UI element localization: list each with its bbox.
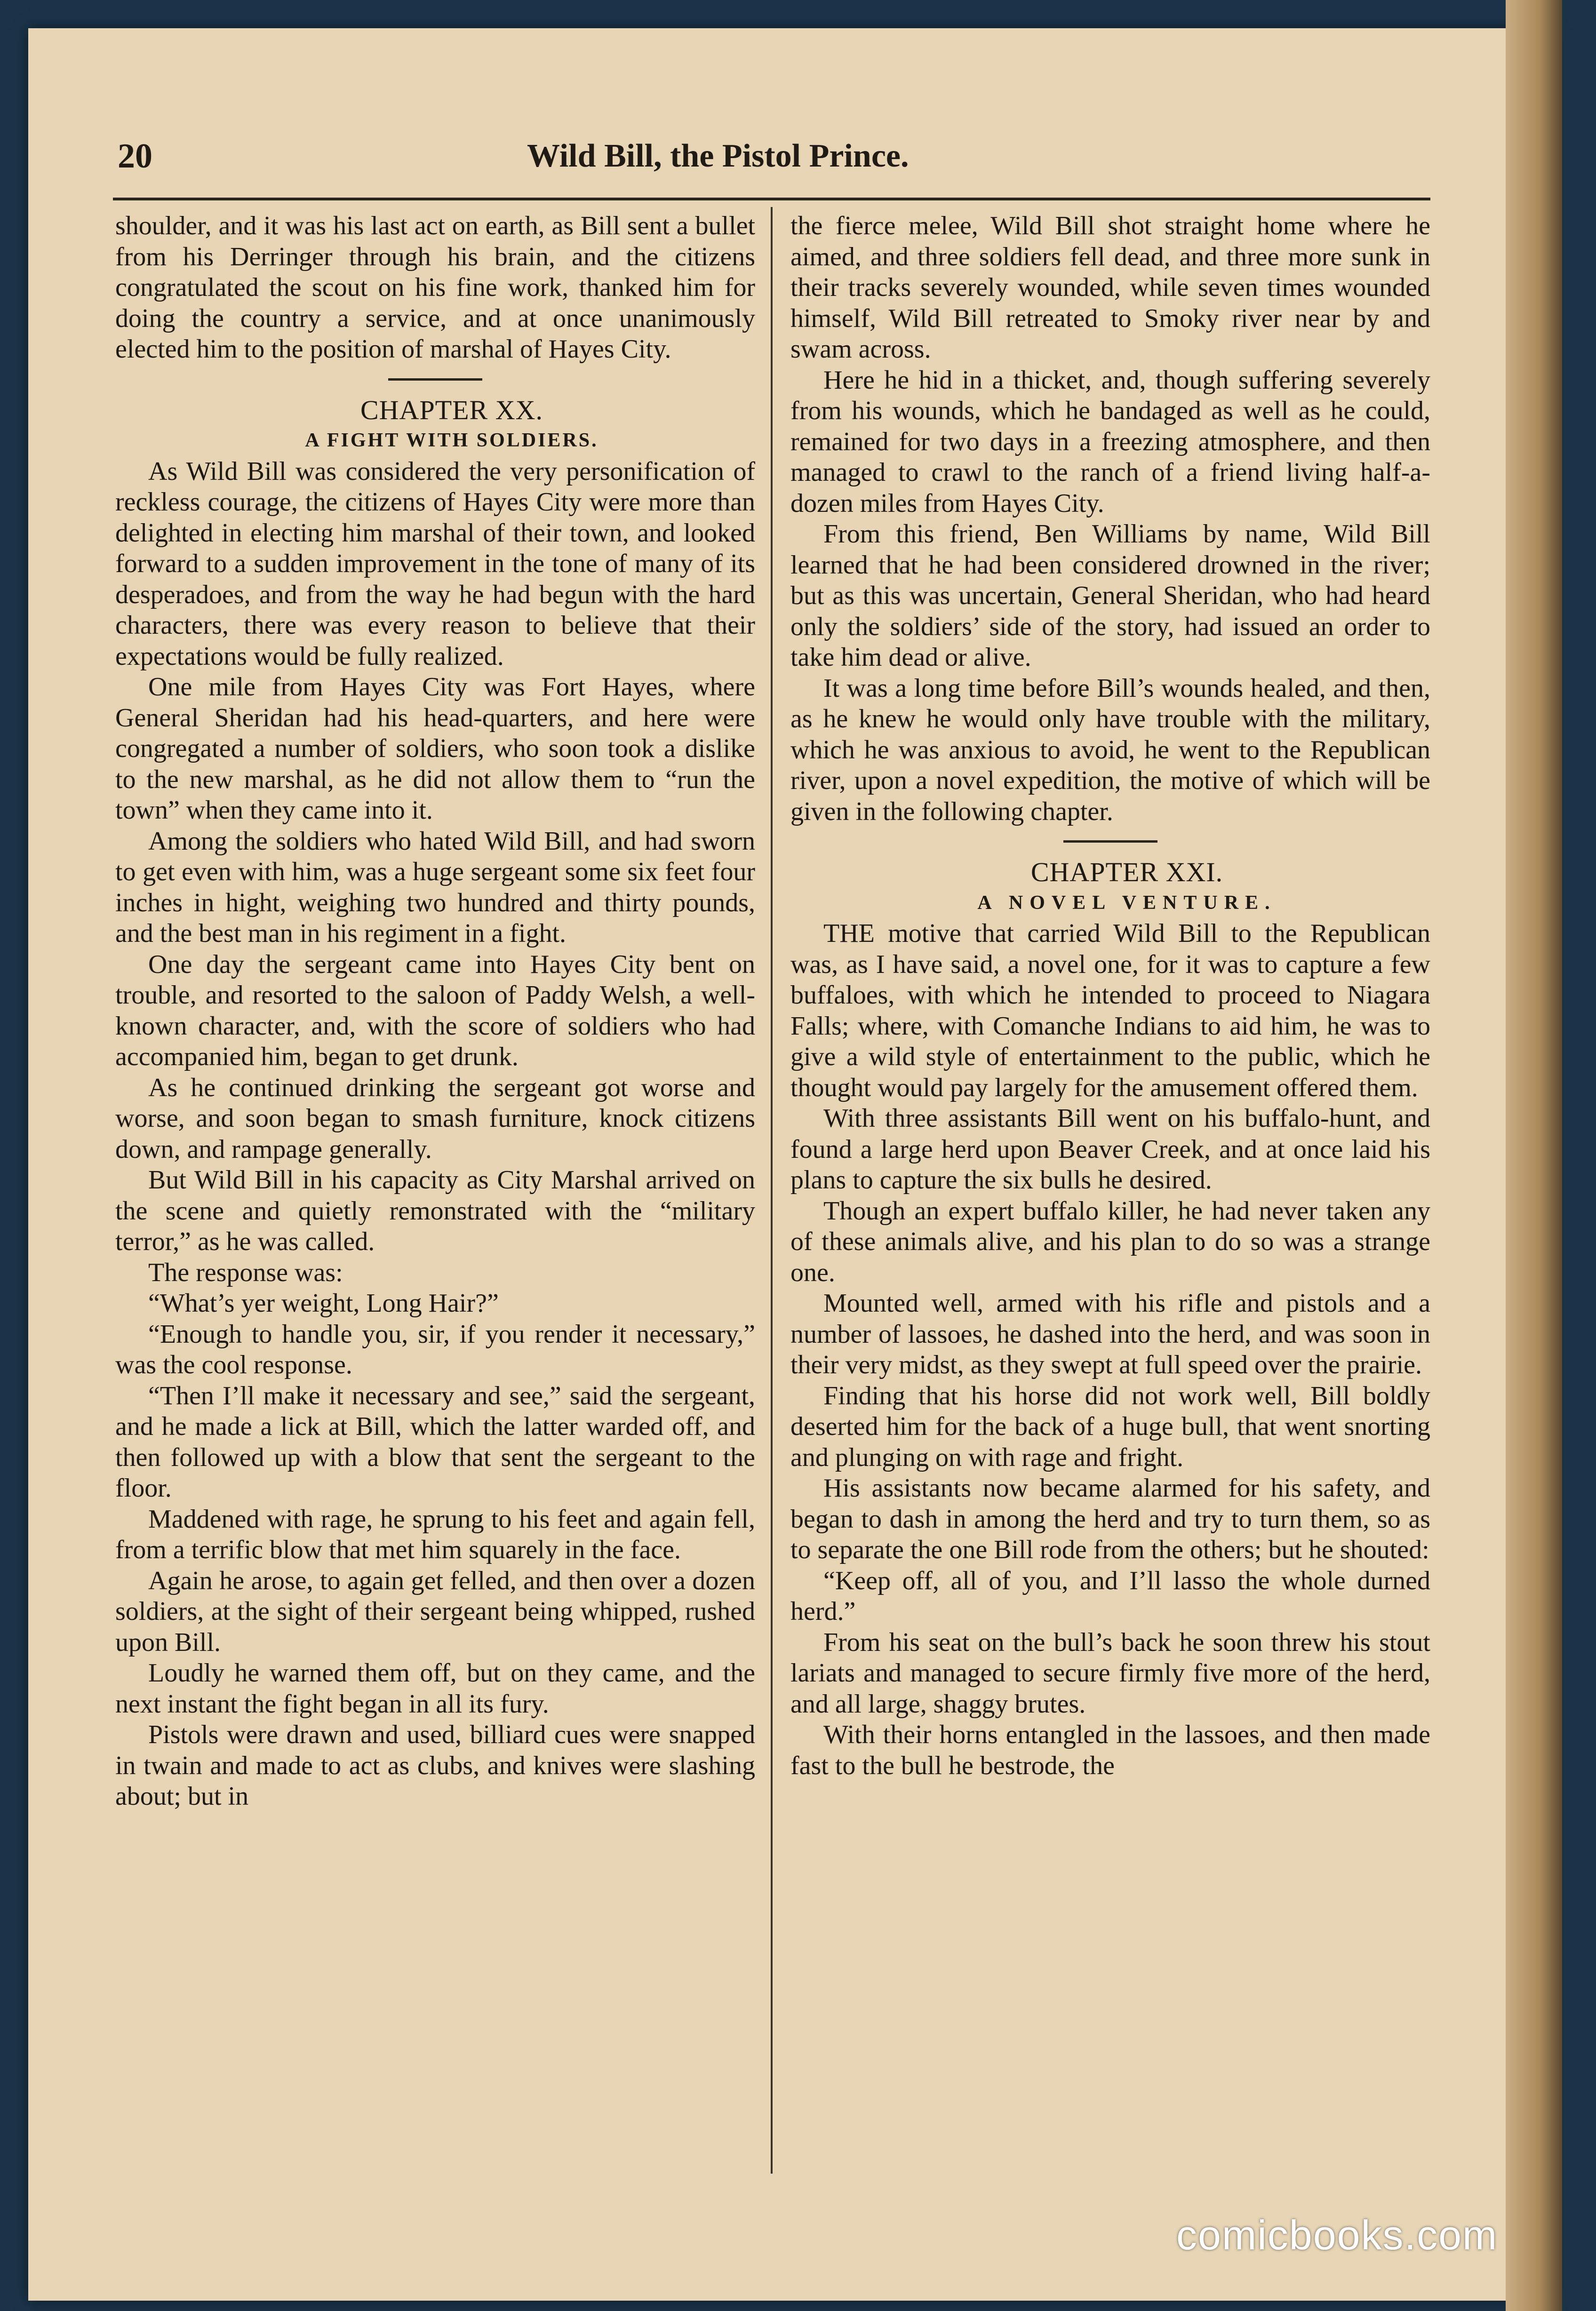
- paragraph: Finding that his horse did not work well, Bill boldly deserted him for the back of a huge bull, that went snorting and plunging on with rage and fright.: [790, 1381, 1430, 1472]
- chapter-title: CHAPTER XXI.: [1030, 857, 1223, 887]
- paragraph: THE motive that carried Wild Bill to the Republican was, as I have said, a novel one, for it was to capture a few buffaloes, with which he intended to proceed to Niagara Falls; where, with Comanche Indians to aid him, he was to give a wild style of entertainment to the public, which he thought would pay largely for the amusement offered them.: [790, 919, 1430, 1102]
- page-number: 20: [118, 137, 152, 175]
- paragraph: It was a long time before Bill’s wounds healed, and then, as he knew he would only have trouble with the military, which he was anxious to avoid, he went to the Republican river, upon a novel expedition, the motive of which will be given in the following chapter.: [790, 673, 1430, 826]
- paragraph: The response was:: [148, 1258, 343, 1287]
- paragraph: Though an expert buffalo killer, he had never taken any of these animals alive, and his plan to do so was a strange one.: [790, 1196, 1430, 1287]
- paragraph: Here he hid in a thicket, and, though suffering severely from his wounds, which he bandaged as well as he could, remained for two days in a freezing atmosphere, and then managed to crawl to the ranch of a friend living half-a-dozen miles from Hayes City.: [790, 365, 1430, 518]
- paragraph: His assistants now became alarmed for his safety, and began to dash in among the herd and try to turn them, so as to separate the one Bill rode from the others; but he shouted:: [790, 1474, 1430, 1564]
- column-divider: [771, 207, 773, 2174]
- paragraph: With their horns entangled in the lassoes, and then made fast to the bull he bestrode, the: [790, 1720, 1430, 1780]
- chapter-divider: [388, 378, 482, 381]
- paragraph: Mounted well, armed with his rifle and pistols and a number of lassoes, he dashed into the herd, and was soon in their very midst, as they swept at full speed over the prairie.: [790, 1289, 1430, 1379]
- paragraph: One mile from Hayes City was Fort Hayes, where General Sheridan had his head-quarters, and here were congregated a number of soldiers, who soon took a dislike to the new marshal, as he did not allow them to “run the town” when they came into it.: [115, 672, 755, 825]
- paragraph: But Wild Bill in his capacity as City Marshal arrived on the scene and quietly remonstrated with the “military terror,” as he was called.: [115, 1165, 755, 1256]
- paragraph: “What’s yer weight, Long Hair?”: [148, 1289, 499, 1318]
- paragraph: Loudly he warned them off, but on they came, and the next instant the fight began in all its fury.: [115, 1658, 755, 1719]
- page-edge: [1506, 0, 1562, 2311]
- chapter-title: CHAPTER XX.: [360, 394, 543, 425]
- watermark: comicbooks.com: [1176, 2212, 1498, 2258]
- paragraph: With three assistants Bill went on his buffalo-hunt, and found a large herd upon Beaver Creek, and at once laid his plans to capture the six bulls he desired.: [790, 1104, 1430, 1195]
- chapter-subtitle: A FIGHT WITH SOLDIERS.: [305, 430, 598, 451]
- left-column: [115, 211, 755, 1812]
- paragraph: the fierce melee, Wild Bill shot straight home where he aimed, and three soldiers fell dead, and three more sunk in their tracks severely wounded, while seven times wounded himself, Wild Bill retreated to Smoky river near by and swam across.: [790, 211, 1430, 364]
- paragraph: Maddened with rage, he sprung to his feet and again fell, from a terrific blow that met him squarely in the face.: [115, 1504, 755, 1564]
- paragraph: “Keep off, all of you, and I’ll lasso the whole durned herd.”: [790, 1566, 1430, 1626]
- paragraph: As he continued drinking the sergeant got worse and worse, and soon began to smash furniture, knock citizens down, and rampage generally.: [115, 1073, 755, 1164]
- right-column: [790, 211, 1430, 1781]
- header-rule: [113, 198, 1430, 200]
- chapter-divider: [1063, 840, 1157, 843]
- chapter-subtitle: A NOVEL VENTURE.: [977, 892, 1277, 914]
- paragraph: As Wild Bill was considered the very personification of reckless courage, the citizens of Hayes City were more than delighted in electing him marshal of their town, and looked forward to a sudden improvement in the tone of many of its desperadoes, and from the way he had begun with the hard characters, there was every reason to believe that their expectations would be fully realized.: [115, 456, 755, 671]
- page-header: [118, 136, 1426, 183]
- paragraph: “Enough to handle you, sir, if you render it necessary,” was the cool response.: [115, 1319, 755, 1379]
- running-title: Wild Bill, the Pistol Prince.: [527, 138, 909, 174]
- paragraph: Among the soldiers who hated Wild Bill, and had sworn to get even with him, was a huge sergeant some six feet four inches in hight, weighing two hundred and thirty pounds, and the best man in his regiment in a fight.: [115, 826, 755, 948]
- paragraph: Pistols were drawn and used, billiard cues were snapped in twain and made to act as clubs, and knives were slashing about; but in: [115, 1720, 755, 1811]
- paragraph: From his seat on the bull’s back he soon threw his stout lariats and managed to secure firmly five more of the herd, and all large, shaggy brutes.: [790, 1627, 1430, 1719]
- paragraph: “Then I’ll make it necessary and see,” said the sergeant, and he made a lick at Bill, which the latter warded off, and then followed up with a blow that sent the sergeant to the floor.: [115, 1381, 755, 1503]
- paragraph: Again he arose, to again get felled, and then over a dozen soldiers, at the sight of their sergeant being whipped, rushed upon Bill.: [115, 1566, 755, 1657]
- paragraph: shoulder, and it was his last act on earth, as Bill sent a bullet from his Derringer through his brain, and the citizens congratulated the scout on his fine work, thanked him for doing the country a service, and at once unanimously elected him to the position of marshal of Hayes City.: [115, 211, 755, 364]
- paragraph: From this friend, Ben Williams by name, Wild Bill learned that he had been considered drowned in the river; but as this was uncertain, General Sheridan, who had heard only the soldiers’ side of the story, had issued an order to take him dead or alive.: [790, 519, 1430, 672]
- paragraph: One day the sergeant came into Hayes City bent on trouble, and resorted to the saloon of Paddy Welsh, a well-known character, and, with the score of soldiers who had accompanied him, began to get drunk.: [115, 949, 755, 1071]
